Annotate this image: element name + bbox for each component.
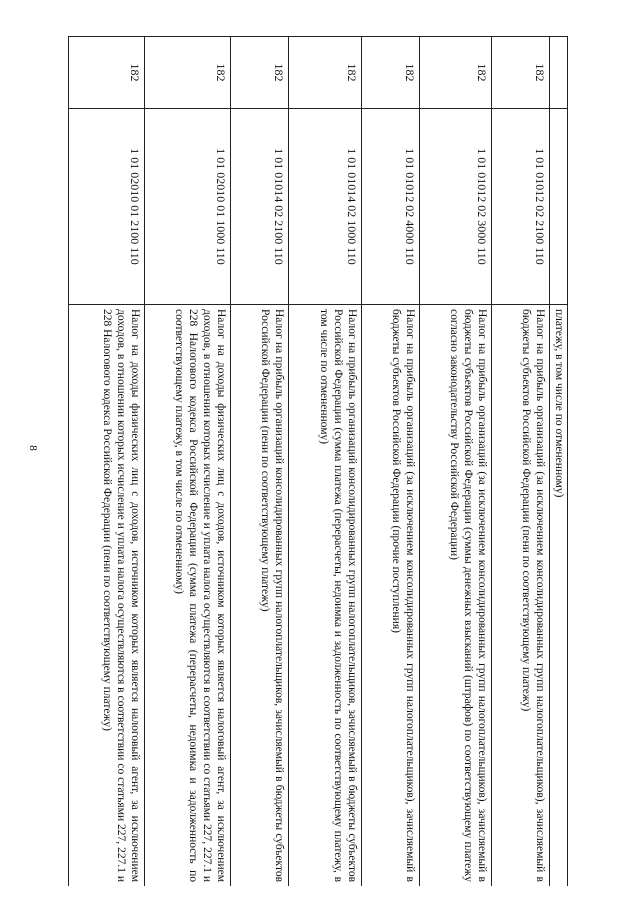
description-cell: Налог на прибыль организаций консолидированных групп налогоплательщиков, зачисляемый в бюджеты субъектов Российской Федерации (сумма платежа (перерасчеты, недоимка и задолженность по соответствующему платежу, в том числе по отмененному) bbox=[289, 305, 361, 887]
description-cell: Налог на прибыль организаций (за исключением консолидированных групп налогоплательщиков), зачисляемый в бюджеты субъектов Российской Федерации (суммы денежных взысканий (штрафов) по соответствующему платежу согласно законодательству Российской Федерации) bbox=[419, 305, 491, 887]
admin-code-cell: 182 bbox=[69, 37, 145, 109]
table-row bbox=[145, 37, 231, 887]
table-row bbox=[69, 37, 145, 887]
table-row-continuation bbox=[549, 37, 567, 887]
description-cell: Налог на доходы физических лиц с доходов, источником которых является налоговый агент, за исключением доходов, в отношении которых исчисление и уплата налога осуществляются в соответствии со статьями 227, 227.1 и 228 Налогового кодекса Российской Федерации (сумма платежа (перерасчеты, недоимка и задолженность по соответствующему платежу, в том числе по отмененному) bbox=[145, 305, 231, 887]
table-row bbox=[491, 37, 549, 887]
revenue-codes-table bbox=[68, 36, 568, 886]
empty-cell bbox=[549, 37, 567, 109]
kbk-code-cell: 1 01 01012 02 4000 110 bbox=[361, 109, 419, 305]
continuation-text: платежу, в том числе по отмененному) bbox=[549, 305, 567, 887]
table-row bbox=[231, 37, 289, 887]
admin-code-cell: 182 bbox=[231, 37, 289, 109]
rotated-table-container bbox=[68, 36, 568, 886]
description-cell: Налог на прибыль организаций (за исключением консолидированных групп налогоплательщиков), зачисляемый в бюджеты субъектов Российской Федерации (прочие поступления) bbox=[361, 305, 419, 887]
description-cell: Налог на прибыль организаций (за исключением консолидированных групп налогоплательщиков), зачисляемый в бюджеты субъектов Российской Федерации (пени по соответствующему платежу) bbox=[491, 305, 549, 887]
admin-code-cell: 182 bbox=[361, 37, 419, 109]
rotated-table-inner bbox=[68, 36, 568, 886]
page-number: 8 bbox=[27, 445, 39, 451]
description-cell: Налог на доходы физических лиц с доходов, источником которых является налоговый агент, за исключением доходов, в отношении которых исчисление и уплата налога осуществляются в соответствии со статьями 227, 227.1 и 228 Налогового кодекса Российской Федерации (пени по соответствующему платежу) bbox=[69, 305, 145, 887]
empty-cell bbox=[549, 109, 567, 305]
admin-code-cell: 182 bbox=[491, 37, 549, 109]
kbk-code-cell: 1 01 01014 02 2100 110 bbox=[231, 109, 289, 305]
description-cell: Налог на прибыль организаций консолидированных групп налогоплательщиков, зачисляемый в бюджеты субъектов Российской Федерации (пени по соответствующему платежу) bbox=[231, 305, 289, 887]
kbk-code-cell: 1 01 01012 02 3000 110 bbox=[419, 109, 491, 305]
admin-code-cell: 182 bbox=[289, 37, 361, 109]
table-row bbox=[419, 37, 491, 887]
admin-code-cell: 182 bbox=[145, 37, 231, 109]
table-row bbox=[361, 37, 419, 887]
kbk-code-cell: 1 01 01014 02 1000 110 bbox=[289, 109, 361, 305]
table-row bbox=[289, 37, 361, 887]
kbk-code-cell: 1 01 02010 01 2100 110 bbox=[69, 109, 145, 305]
admin-code-cell: 182 bbox=[419, 37, 491, 109]
kbk-code-cell: 1 01 02010 01 1000 110 bbox=[145, 109, 231, 305]
kbk-code-cell: 1 01 01012 02 2100 110 bbox=[491, 109, 549, 305]
